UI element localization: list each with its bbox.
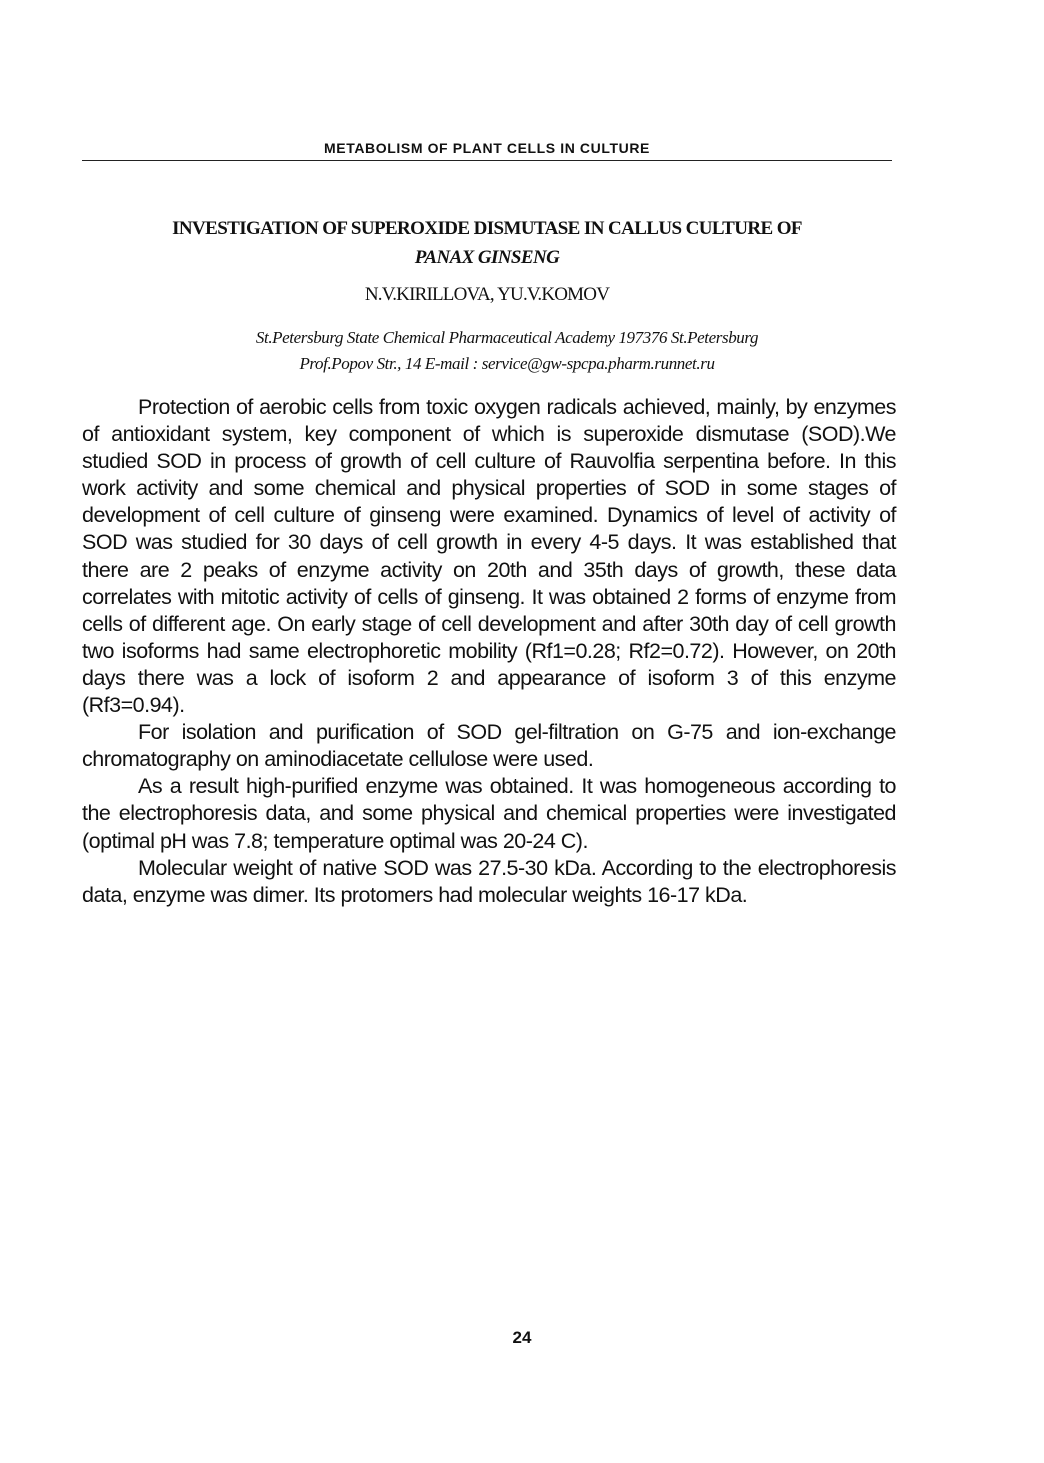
- body-paragraph-3: As a result high-purified enzyme was obtained. It was homogeneous according to the electrophoresis data, and some physical and chemical properties were investigated (optimal pH was 7.8; temperature optimal was 20-24 C).: [82, 774, 896, 853]
- running-header: METABOLISM OF PLANT CELLS IN CULTURE: [324, 140, 650, 156]
- header-rule: [82, 160, 892, 161]
- body-paragraph-1: Protection of aerobic cells from toxic oxygen radicals achieved, mainly, by enzymes of antioxidant system, key component of which is superoxide dismutase (SOD).We studied SOD in process of growth of cell culture of Rauvolfia serpentina before. In this work activity and some chemical and physical properties of SOD in some stages of development of cell culture of ginseng were examined. Dynamics of level of activity of SOD was studied for 30 days of cell growth in every 4-5 days. It was established that there are 2 peaks of enzyme activity on 20th and 35th days of growth, these data correlates with mitotic activity of cells of ginseng. It was obtained 2 forms of enzyme from cells of different age. On early stage of cell development and after 30th day of cell growth two isoforms had same electrophoretic mobility (Rf1=0.28; Rf2=0.72). However, on 20th days there was a lock of isoform 2 and appearance of isoform 3 of this enzyme (Rf3=0.94).: [82, 395, 896, 718]
- affiliation: [82, 325, 932, 377]
- body-paragraph-2: For isolation and purification of SOD gel-filtration on G-75 and ion-exchange chromatography on aminodiacetate cellulose were used.: [82, 720, 896, 772]
- affiliation-line-2: Prof.Popov Str., 14 E-mail : service@gw-spcpa.pharm.runnet.ru: [299, 354, 715, 373]
- authors: N.V.KIRILLOVA, YU.V.KOMOV: [364, 284, 610, 305]
- body-paragraph-4: Molecular weight of native SOD was 27.5-30 kDa. According to the electrophoresis data, enzyme was dimer. Its protomers had molecular weights 16-17 kDa.: [82, 855, 896, 907]
- page-number: 24: [512, 1328, 532, 1347]
- affiliation-line-1: St.Petersburg State Chemical Pharmaceutical Academy 197376 St.Petersburg: [255, 328, 759, 347]
- abstract-body: [82, 394, 896, 909]
- paper-title: [82, 214, 892, 272]
- title-species: PANAX GINSENG: [414, 247, 560, 268]
- title-line-1: INVESTIGATION OF SUPEROXIDE DISMUTASE IN CALLUS CULTURE OF: [172, 218, 802, 239]
